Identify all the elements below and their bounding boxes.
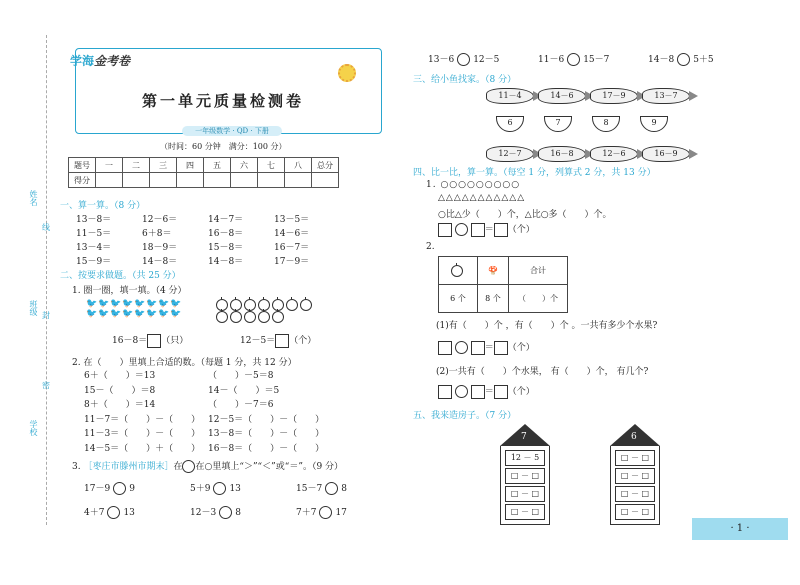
answer-box[interactable] (275, 334, 289, 348)
bird-icon: 🐦 (158, 309, 170, 319)
score-cell[interactable] (150, 173, 177, 188)
score-cell: 四 (177, 158, 204, 173)
bird-group (86, 299, 186, 319)
bowl-icon[interactable]: 7 (544, 116, 572, 132)
house-6 (610, 424, 660, 525)
eq-row-2: ＝ （个） (438, 340, 535, 355)
calc-item: 15－9＝ (76, 257, 112, 267)
score-cell[interactable] (123, 173, 150, 188)
compare-circle[interactable] (319, 506, 332, 519)
score-cell: 五 (204, 158, 231, 173)
calc-item: 17－9＝ (274, 257, 310, 267)
compare-item: 4＋7 13 (84, 508, 135, 518)
time-info: （时间：60 分钟 满分：100 分） (160, 142, 287, 151)
roof-number: 7 (521, 432, 527, 442)
apple-icon (216, 299, 228, 311)
margin-class: 班级 (29, 300, 38, 316)
circles-row: 1. ○○○○○○○○○ (426, 180, 521, 190)
section2-title: 二、按要求做题。（共 25 分） (60, 271, 181, 281)
bowl-icon[interactable]: 6 (496, 116, 524, 132)
house-row[interactable]: □ － □ (505, 504, 545, 520)
score-cell[interactable] (204, 173, 231, 188)
fish-icon[interactable]: 16－8 (538, 146, 586, 162)
calc-item: 6＋8＝ (142, 229, 172, 239)
apple-icon (230, 299, 242, 311)
bird-icon: 🐦 (122, 299, 134, 309)
fill-item: 14－（ ）＝5 (208, 385, 280, 396)
compare-circle[interactable] (457, 53, 470, 66)
calc-item: 16－7＝ (274, 243, 310, 253)
line1: (1)有（ ）个 ，有（ ）个 。一共有多少个水果? (436, 321, 658, 331)
compare-item: 5＋9 13 (190, 484, 241, 494)
compare-circle[interactable] (113, 482, 126, 495)
compare-item: 14－8 5＋5 (648, 55, 714, 65)
compare-item: 12－3 8 (190, 508, 241, 518)
subtitle-badge: 一年级数学 · QD · 下册 (182, 126, 282, 136)
apple-icon (216, 311, 228, 323)
score-cell[interactable] (258, 173, 285, 188)
eq2: 12－5＝ （个） (240, 333, 316, 348)
bird-icon: 🐦 (158, 299, 170, 309)
eq1: 16－8＝ （只） (112, 333, 188, 348)
page-number: · 1 · (692, 518, 788, 540)
score-cell[interactable] (96, 173, 123, 188)
answer-box[interactable] (147, 334, 161, 348)
fill-item: 13－8＝（ ）－（ ） (208, 429, 325, 439)
apple-icon (272, 311, 284, 323)
roof (500, 424, 550, 446)
bird-icon: 🐦 (134, 299, 146, 309)
fish-icon[interactable]: 16－9 (642, 146, 690, 162)
compare-text: ○比△少（ ）个，△比○多（ ）个。 (438, 210, 612, 220)
margin-seal: 封 (42, 311, 50, 320)
binding-line (46, 35, 47, 525)
bird-icon: 🐦 (146, 309, 158, 319)
fish-icon[interactable]: 17－9 (590, 88, 638, 104)
score-cell: 六 (231, 158, 258, 173)
fill-item: 8＋（ ）＝14 (84, 400, 156, 410)
score-cell: 总分 (312, 158, 339, 173)
score-cell: 题号 (69, 158, 96, 173)
calc-item: 18－9＝ (142, 243, 178, 253)
calc-item: 16－8＝ (208, 229, 244, 239)
eq-row-1: ＝ （个） (438, 222, 535, 237)
bowl-icon[interactable]: 8 (592, 116, 620, 132)
apple-icon (244, 299, 256, 311)
sun-icon (338, 64, 356, 82)
calc-item: 14－8＝ (208, 257, 244, 267)
fruit-table: 🍄 合计 6 个 8 个 （ ）个 (438, 256, 568, 313)
score-cell: 二 (123, 158, 150, 173)
calc-item: 13－8＝ (76, 215, 112, 225)
margin-line: 线 (42, 223, 50, 232)
apple-icon (244, 311, 256, 323)
apple-icon (230, 311, 242, 323)
house-body (610, 446, 660, 525)
calc-item: 12－6＝ (142, 215, 178, 225)
bird-icon: 🐦 (86, 309, 98, 319)
score-cell: 七 (258, 158, 285, 173)
fill-item: 16－8＝（ ）－（ ） (208, 443, 325, 454)
calc-item: 14－8＝ (142, 257, 178, 267)
fill-item: 12－5＝（ ）－（ ） (208, 414, 325, 425)
compare-circle[interactable] (325, 482, 338, 495)
compare-item: 7＋7 17 (296, 508, 347, 518)
apple-icon (286, 299, 298, 311)
margin-name: 姓名 (29, 190, 38, 206)
score-cell: 一 (96, 158, 123, 173)
fill-item: （ ）－5＝8 (208, 371, 274, 381)
fill-item: （ ）－7＝6 (208, 400, 274, 410)
house-row[interactable]: □ － □ (615, 486, 655, 502)
score-cell[interactable] (231, 173, 258, 188)
house-body (500, 446, 550, 525)
bird-icon: 🐦 (86, 299, 98, 309)
fill-item: 14－5＝（ ）＋（ ） (84, 443, 201, 454)
section5-title: 五、我来造房子。（7 分） (413, 411, 517, 421)
eq-row-3: ＝ （个） (438, 384, 535, 399)
house-7 (500, 424, 550, 525)
q1-label: 1. 圈一圈，填一填。（4 分） (72, 286, 187, 296)
score-cell: 三 (150, 158, 177, 173)
bird-icon: 🐦 (110, 309, 122, 319)
score-cell: 八 (285, 158, 312, 173)
fish-icon[interactable]: 13－7 (642, 88, 690, 104)
compare-item: 17－9 9 (84, 484, 135, 494)
compare-item: 13－6 12－5 (428, 55, 500, 65)
apple-icon (258, 299, 270, 311)
bird-icon: 🐦 (170, 299, 182, 309)
fish-icon[interactable]: 11－4 (486, 88, 534, 104)
calc-item: 11－5＝ (76, 229, 112, 239)
section4-title: 四、比一比，算一算。（每空 1 分，列算式 2 分，共 13 分） (413, 168, 656, 178)
house-row[interactable]: □ － □ (505, 486, 545, 502)
calc-item: 13－4＝ (76, 243, 112, 253)
house-row[interactable]: □ － □ (615, 468, 655, 484)
compare-item: 15－7 8 (296, 484, 347, 494)
calc-item: 14－7＝ (208, 215, 244, 225)
calc-item: 14－6＝ (274, 229, 310, 239)
bird-icon: 🐦 (134, 309, 146, 319)
page-title: 第一单元质量检测卷 (142, 92, 305, 110)
compare-circle[interactable] (567, 53, 580, 66)
house-row[interactable]: 12 － 5 (505, 450, 545, 466)
score-cell[interactable] (312, 173, 339, 188)
fish-icon[interactable]: 12－6 (590, 146, 638, 162)
fish-icon[interactable]: 14－6 (538, 88, 586, 104)
calc-item: 13－5＝ (274, 215, 310, 225)
line2: (2)一共有（ ）个水果， 有（ ）个， 有几个? (436, 367, 649, 377)
score-cell[interactable] (285, 173, 312, 188)
house-row[interactable]: □ － □ (615, 450, 655, 466)
compare-item: 11－6 15－7 (538, 55, 610, 65)
bird-icon: 🐦 (110, 299, 122, 309)
fill-item: 15－（ ）＝8 (84, 385, 156, 396)
apple-icon (258, 311, 270, 323)
roof-number: 6 (631, 432, 637, 442)
bird-icon: 🐦 (146, 299, 158, 309)
fill-item: 11－3＝（ ）－（ ） (84, 429, 201, 439)
apple-icon (300, 299, 312, 311)
fish-icon[interactable]: 12－7 (486, 146, 534, 162)
score-cell[interactable]: 得分 (69, 173, 96, 188)
house-row[interactable]: □ － □ (615, 504, 655, 520)
compare-circle[interactable] (213, 482, 226, 495)
calc-item: 15－8＝ (208, 243, 244, 253)
bowl-icon[interactable]: 9 (640, 116, 668, 132)
q2-label: 2. 在（ ）里填上合适的数。（每题 1 分，共 12 分） (72, 358, 297, 368)
apple-group (216, 299, 316, 323)
house-row[interactable]: □ － □ (505, 468, 545, 484)
brand-logo: 学海金考卷 (70, 54, 131, 68)
q2-num: 2. (426, 242, 435, 252)
bird-icon: 🐦 (98, 309, 110, 319)
score-table (68, 157, 339, 188)
bird-icon: 🐦 (98, 299, 110, 309)
apple-icon (272, 299, 284, 311)
margin-school: 学校 (29, 420, 38, 436)
q3-label: 3. ［枣庄市滕州市期末］在 在○里填上“＞”“＜”或“＝”。（9 分） (72, 462, 344, 472)
compare-circle[interactable] (677, 53, 690, 66)
compare-circle[interactable] (219, 506, 232, 519)
bird-icon: 🐦 (170, 309, 182, 319)
roof (610, 424, 660, 446)
bird-icon: 🐦 (122, 309, 134, 319)
compare-circle[interactable] (107, 506, 120, 519)
margin-seal2: 密 (42, 381, 50, 390)
fill-item: 6＋（ ）＝13 (84, 371, 156, 381)
triangles-row: △△△△△△△△△△△ (438, 193, 526, 203)
score-cell[interactable] (177, 173, 204, 188)
section1-title: 一、算一算。（8 分） (60, 201, 146, 211)
section3-title: 三、给小鱼找家。（8 分） (413, 75, 517, 85)
fill-item: 11－7＝（ ）－（ ） (84, 414, 201, 425)
